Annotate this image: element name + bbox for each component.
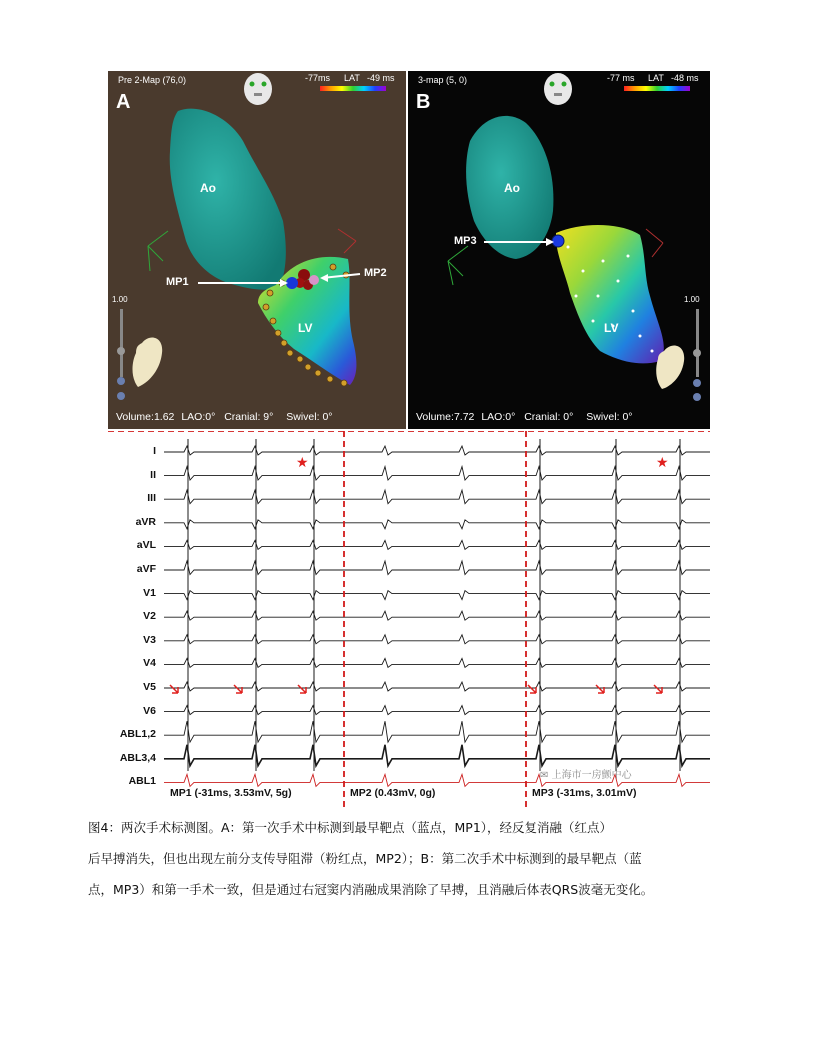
lat-label: LAT: [344, 73, 360, 83]
cranial-value: Cranial: 0°: [524, 411, 574, 423]
figure: [108, 71, 710, 813]
red-arrow-icon: [528, 685, 536, 693]
orientation-left-green-icon: [148, 231, 168, 271]
caption-line-3: 点，MP3）和第一手术一致，但是通过右冠窦内消融成果消除了早搏，且消融后体表QRS波毫无变化。: [88, 882, 654, 897]
orientation-left-green-icon: [448, 246, 468, 285]
red-arrow-icon: [170, 685, 178, 693]
panel-b-graphics: [408, 71, 710, 429]
panel-letter: A: [116, 91, 131, 113]
mp1-label: MP1: [166, 276, 189, 288]
watermark-text: 上海市一房颤中心: [551, 770, 632, 781]
zoom-slider-knob: [117, 347, 125, 355]
ecg-trace: [164, 721, 710, 742]
lat-label: LAT: [648, 73, 664, 83]
view-button-icon: [693, 379, 701, 387]
red-arrow-icon: [654, 685, 662, 693]
map-title: Pre 2-Map (76,0): [118, 75, 187, 85]
map-title: 3-map (5, 0): [418, 75, 468, 85]
lead-label: V1: [143, 586, 156, 599]
lv-label: LV: [604, 321, 619, 335]
ecg-svg: [108, 431, 710, 809]
wechat-watermark: [540, 766, 632, 781]
panel-b-electroanatomic-map: [408, 71, 710, 429]
orientation-right-red-icon: [646, 229, 663, 257]
ecg-trace: [164, 658, 710, 667]
head-orientation-icon: [544, 73, 572, 105]
mp3-label: MP3: [454, 235, 477, 247]
segment-label-mp3: MP3 (-31ms, 3.01mV): [532, 787, 637, 799]
head-orientation-icon: [244, 73, 272, 105]
ao-label: Ao: [504, 181, 520, 195]
swivel-value: Swivel: 0°: [586, 411, 633, 423]
lead-label: aVR: [135, 515, 156, 528]
zoom-slider-knob: [693, 349, 701, 357]
ecg-trace: [164, 490, 710, 504]
segment-label-mp1: MP1 (-31ms, 3.53mV, 5g): [170, 787, 292, 799]
view-button-icon: [117, 392, 125, 400]
lv-map-shape: [556, 225, 664, 363]
ecg-trace: [164, 682, 710, 691]
lead-label: V3: [143, 633, 156, 646]
ao-label: Ao: [200, 181, 216, 195]
lao-value: LAO:0°: [181, 411, 216, 423]
lead-label: III: [147, 492, 156, 505]
ecg-trace: [164, 611, 710, 620]
ecg-trace: [164, 745, 710, 766]
mp3-blue-dot: [552, 235, 564, 247]
red-arrow-icon: [234, 685, 242, 693]
view-button-icon: [693, 393, 701, 401]
lead-label: V4: [143, 657, 156, 670]
ecg-trace: [164, 520, 710, 529]
wechat-icon: ✉: [540, 770, 549, 781]
star-marker-icon: ★: [296, 455, 309, 471]
mp2-pink-dot: [309, 275, 319, 285]
lao-value: LAO:0°: [481, 411, 516, 423]
lead-label: aVF: [136, 563, 156, 575]
volume-value: Volume:1.62: [116, 411, 175, 423]
red-arrow-icon: [596, 685, 604, 693]
lat-max: -49 ms: [367, 73, 395, 83]
zoom-value: 1.00: [112, 295, 128, 304]
zoom-slider-track: [120, 309, 123, 377]
panel-letter: B: [416, 91, 431, 113]
mp2-label: MP2: [364, 267, 387, 279]
lead-label: V6: [143, 704, 156, 717]
lead-label: ABL1,2: [119, 728, 156, 741]
ecg-trace: [164, 635, 710, 644]
lat-max: -48 ms: [671, 73, 699, 83]
segment-label-mp2: MP2 (0.43mV, 0g): [350, 787, 436, 799]
ecg-trace: [164, 591, 710, 600]
lat-min: -77ms: [305, 73, 331, 83]
lead-label: V2: [143, 610, 156, 623]
zoom-slider-track: [696, 309, 699, 377]
cranial-value: Cranial: 9°: [224, 411, 274, 423]
volume-value: Volume:7.72: [416, 411, 475, 423]
lead-label: I: [153, 445, 156, 457]
lat-color-scale: [320, 86, 386, 91]
panel-a-electroanatomic-map: [108, 71, 406, 429]
heart-orientation-icon: [133, 338, 163, 387]
ecg-trace: [164, 467, 710, 481]
lead-label: ABL1: [128, 775, 156, 788]
panel-a-graphics: [108, 71, 406, 429]
star-marker-icon: ★: [656, 455, 669, 471]
map-footer: [416, 411, 632, 423]
ecg-trace: [164, 446, 710, 455]
aorta-shape: [170, 109, 286, 290]
lead-label: V5: [143, 681, 156, 693]
lat-min: -77 ms: [607, 73, 635, 83]
ecg-tracings-panel: [108, 431, 710, 809]
map-footer: [116, 411, 332, 423]
lv-label: LV: [298, 321, 313, 335]
lead-label: II: [150, 468, 156, 481]
ecg-trace: [164, 540, 710, 549]
red-arrow-icon: [298, 685, 306, 693]
caption-line-1: 图4：两次手术标测图。A：第一次手术中标测到最早靶点（蓝点，MP1），经反复消融（红点）: [88, 820, 613, 835]
caption-line-2: 后早搏消失，但也出现左前分支传导阻滞（粉红点，MP2）；B：第二次手术中标测到的最早靶点（蓝: [88, 851, 642, 866]
lead-label: ABL3,4: [119, 751, 156, 764]
lead-label: aVL: [136, 539, 156, 552]
ecg-trace: [164, 561, 710, 575]
view-button-icon: [117, 377, 125, 385]
ecg-trace: [164, 706, 710, 715]
swivel-value: Swivel: 0°: [286, 411, 333, 423]
lat-color-scale: [624, 86, 690, 91]
zoom-value: 1.00: [684, 295, 700, 304]
orientation-right-red-icon: [338, 229, 356, 253]
